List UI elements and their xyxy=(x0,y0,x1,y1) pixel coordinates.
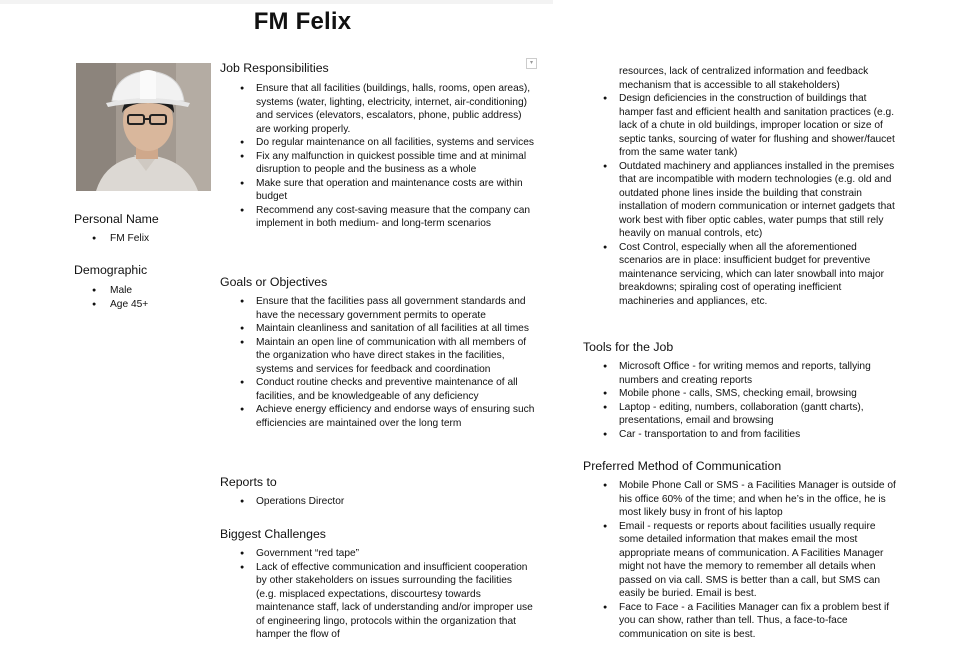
list-item: ● Maintain cleanliness and sanitation of all facilities at all times xyxy=(220,322,535,336)
list-item: ● Lack of effective communication and insufficient cooperation by other stakeholders on issues surrounding the facilities (e.g. misplaced expectations, discourtesy towards maintenance staff, lack of understanding and/or improper use of engineering lingo, protocols within the organization that hamper the flow of xyxy=(220,561,535,642)
list-item: ● Ensure that the facilities pass all government standards and have the necessary government permits to operate xyxy=(220,295,535,322)
list-item: ● Ensure that all facilities (buildings, halls, rooms, open areas), systems (water, lighting, electricity, internet, air-conditioning) and services (elevators, escalators, phone, public address) are working properly. xyxy=(220,82,535,136)
challenges-continued xyxy=(583,65,899,92)
page-title: FM Felix xyxy=(253,8,352,35)
list-item: ● Government “red tape” xyxy=(220,547,535,561)
reports-to-heading: Reports to xyxy=(220,475,277,489)
reports-to-list xyxy=(220,495,535,509)
list-item: ● Age 45+ xyxy=(74,298,214,312)
list-item: ● Make sure that operation and maintenance costs are within budget xyxy=(220,177,535,204)
list-item: ● Design deficiencies in the construction of buildings that hamper fast and efficient health and sanitation practices (e.g. lack of a chute in old buildings, improper location or size of septic tanks, sourcing of water for flushing and shower/faucet from the same water tank) xyxy=(583,92,899,160)
list-item: ● Laptop - editing, numbers, collaboration (gantt charts), presentations, email and browsing xyxy=(583,401,899,428)
list-item: ● Outdated machinery and appliances installed in the premises that are incompatible with modern technologies (e.g. old and outdated phone lines inside the building that constrain installation of modern communication or internet gadgets that work best with fiber optic cables, water pumps that still rely heavily on manual controls, etc) xyxy=(583,160,899,241)
top-bar xyxy=(0,0,553,4)
list-item: ● Operations Director xyxy=(220,495,535,509)
list-item: ● FM Felix xyxy=(74,232,214,246)
tools-list xyxy=(583,360,899,441)
personal-name-list xyxy=(74,232,214,246)
demographic-list xyxy=(74,284,214,311)
list-item: ● Microsoft Office - for writing memos and reports, tallying numbers and creating reports xyxy=(583,360,899,387)
list-item-continued: resources, lack of centralized information and feedback mechanism that is accessible to all stakeholders) xyxy=(619,66,869,91)
job-responsibilities-heading: Job Responsibilities xyxy=(220,61,329,75)
list-item: ● Male xyxy=(74,284,214,298)
demographic-heading: Demographic xyxy=(74,263,148,277)
list-item: ● Mobile Phone Call or SMS - a Facilities Manager is outside of his office 60% of the time; and when he’s in the office, he is most likely busy in front of his laptop xyxy=(583,479,899,520)
avatar-photo-icon xyxy=(76,63,211,191)
goals-heading: Goals or Objectives xyxy=(220,275,328,289)
list-item: ● Fix any malfunction in quickest possible time and at minimal disruption to people and the business as a whole xyxy=(220,150,535,177)
goals-list xyxy=(220,295,535,430)
challenges-list xyxy=(220,547,535,642)
list-item: ● Email - requests or reports about facilities usually require some detailed information that makes email the most appropriate means of communication. A Facilities Manager might not have the memory to remember all details when passed on via call. SMS is better than a call, but SMS can easily be buried. Email is best. xyxy=(583,520,899,601)
communication-list xyxy=(583,479,899,641)
communication-heading: Preferred Method of Communication xyxy=(583,459,782,473)
personal-name-heading: Personal Name xyxy=(74,212,159,226)
challenges-heading: Biggest Challenges xyxy=(220,527,326,541)
job-responsibilities-list xyxy=(220,82,535,231)
dropdown-toggle-icon[interactable]: ▾ xyxy=(526,58,537,69)
list-item: ● Conduct routine checks and preventive maintenance of all facilities, and be knowledgeable of any deficiency xyxy=(220,376,535,403)
persona-photo xyxy=(76,63,211,191)
list-item: ● Achieve energy efficiency and endorse ways of ensuring such efficiencies are maintained over the long term xyxy=(220,403,535,430)
list-item: ● Cost Control, especially when all the aforementioned scenarios are in place: insufficient budget for preventive maintenance servicing, which can later snowball into major breakdowns; spiraling cost of operating inefficient machineries and appliances, etc. xyxy=(583,241,899,309)
list-item: ● Face to Face - a Facilities Manager can fix a problem best if you can show, rather than tell. Thus, a face-to-face communication on site is best. xyxy=(583,601,899,642)
challenges-list-continued xyxy=(583,92,899,308)
list-item: ● Maintain an open line of communication with all members of the organization who have direct stakes in the facilities, systems and services for feedback and coordination xyxy=(220,336,535,377)
list-item: ● Mobile phone - calls, SMS, checking email, browsing xyxy=(583,387,899,401)
list-item: ● Car - transportation to and from facilities xyxy=(583,428,899,442)
tools-heading: Tools for the Job xyxy=(583,340,674,354)
list-item: ● Recommend any cost-saving measure that the company can implement in both medium- and long-term scenarios xyxy=(220,204,535,231)
list-item: ● Do regular maintenance on all facilities, systems and services xyxy=(220,136,535,150)
